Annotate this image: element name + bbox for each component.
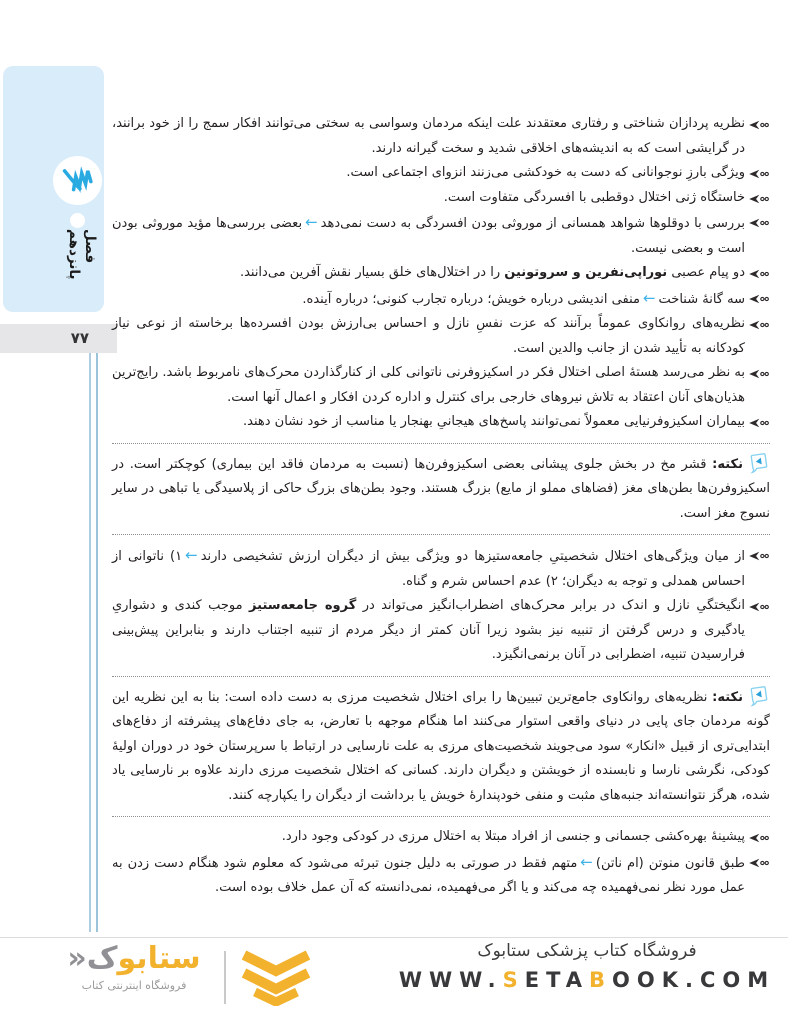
footer-website-url <box>391 968 783 992</box>
bullet-item <box>112 410 770 435</box>
bullet-arrow-icon <box>748 218 769 228</box>
body-text: از میان ویژگی‌های اختلال شخصیتیِ جامعه‌ستیزها دو ویژگی بیش از دیگران ارزش تشخیصی دارند <box>200 549 745 564</box>
body-text: سه گانهٔ شناخت <box>658 291 745 307</box>
bullet-item <box>112 210 770 261</box>
sidebar-dot <box>70 213 85 228</box>
setabook-emblem-icon <box>238 948 312 1010</box>
body-text: ۱) ناتوانی از احساس همدلی و توجه به دیگران؛ ۲) عدم احساس شرم و گناه. <box>112 549 745 589</box>
note-block <box>112 452 770 527</box>
page-number: ۷۷ <box>70 329 89 347</box>
bullet-item <box>112 825 770 850</box>
logo-tagline: فروشگاه اینترنتی کتاب <box>81 979 187 992</box>
dotted-separator <box>112 534 770 535</box>
logo-wordmark <box>50 942 218 976</box>
dotted-separator <box>112 443 770 444</box>
bullet-item <box>112 112 770 161</box>
bullet-item <box>112 543 770 594</box>
body-text: را در اختلال‌های خلق بسیار نقش آفرین می‌دانند. <box>239 265 505 280</box>
body-text: منفی اندیشی درباره خویش؛ درباره تجارب کنونی؛ درباره آینده. <box>302 291 640 307</box>
sana-brand-icon <box>59 162 97 200</box>
bullet-item <box>112 312 770 361</box>
vertical-rule <box>89 353 98 932</box>
body-text: بعضی بررسی‌ها مؤید موروثی بودن است و بعضی نیست. <box>112 216 745 256</box>
note-icon <box>748 452 770 474</box>
bullet-item <box>112 161 770 186</box>
bullet-arrow-icon <box>748 294 769 304</box>
bullet-arrow-icon <box>748 120 769 130</box>
dotted-separator <box>112 816 770 817</box>
wordmark-gray-part: ک« <box>67 941 118 976</box>
wordmark-gold-part: ستابو <box>117 941 201 976</box>
body-text: دو پیام عصبی <box>667 265 745 280</box>
chapter-label: فصل پانزدهم <box>66 229 98 280</box>
chapter-sidebar <box>3 66 104 312</box>
bullet-list <box>112 112 770 435</box>
footer-right-block <box>391 941 783 992</box>
emphasized-text: گروه جامعه‌ستیز <box>249 598 357 613</box>
body-text: بررسی با دوقلوها شواهد همسانی از موروثی بودن افسردگی به دست نمی‌دهد <box>320 216 745 231</box>
note-label: نکته: <box>712 689 743 705</box>
body-text: نظریه‌های روانکاوی جامع‌ترین تبیین‌ها را برای اختلال شخصیت مرزی به دست داده است: بنا به این نظریه این گونه مردمان جای پایی در دنیای واقعی استوار می‌کنند اما هنگام موجهه با تعارض، به جای دفاع‌های پیشرفته از دفاع‌های ابتدایی‌تری از قبیل «انکار» سود می‌جویند شخصیت‌های مرزی به علت نارسایی در ارتباط با سرپرستان خود در دوران اولیهٔ کودکی، نگرشی نارسا و نابسنده از خویشتن و دیگران دارند. کسانی که اختلال شخصیت مرزی دارند علاوه بر نارسایی یاد شده، هرگز نتوانسته‌اند جنبه‌های مثبت و منفی خودپندارهٔ خویش یا برداشت از دیگران را یکپارچه کنند. <box>112 689 770 803</box>
url-segment: OOK.COM <box>612 968 776 992</box>
brand-logo-circle <box>53 156 102 205</box>
body-text: متهم فقط در صورتی به دلیل جنون تبرئه می‌شود که معلوم شود هنگام دست زدن به عمل مورد نظر نمی‌فهمیده چه می‌کند و یا اگر می‌فهمیده، نمی‌دانسته که آن عمل خلاف بوده است. <box>112 855 745 895</box>
inline-arrow-icon: ← <box>580 852 593 871</box>
page-number-badge <box>0 324 117 353</box>
body-text: طبق قانون منوتن (ام ناتن) <box>595 855 745 871</box>
url-segment: WWW. <box>398 968 503 992</box>
bullet-arrow-icon <box>748 169 769 179</box>
setabook-logo <box>50 942 218 992</box>
bullet-arrow-icon <box>748 833 769 843</box>
bullet-arrow-icon <box>748 602 769 612</box>
bullet-arrow-icon <box>748 858 769 868</box>
url-segment: ETA <box>524 968 590 992</box>
body-text: موجب کندی و دشواریِ یادگیری و درس گرفتن از تنبیه نیز بشود زیرا آنان کمتر از دیگر مردم از تنبیه اجتناب دارند و بنابراین پیش‌بینی فرارسیدن تنبیه، اضطرابی در آنان برنمی‌انگیزد. <box>112 598 745 662</box>
bullet-item <box>112 361 770 410</box>
note-icon <box>748 685 770 707</box>
bullet-item <box>112 261 770 286</box>
bullet-arrow-icon <box>748 551 769 561</box>
body-text: بیماران اسکیزوفرنیایی معمولاً نمی‌توانند پاسخ‌های هیجانیِ بهنجار یا مناسب از خود نشان دهند. <box>243 414 745 429</box>
logo-divider <box>224 951 226 1004</box>
bullet-arrow-icon <box>748 369 769 379</box>
inline-arrow-icon: ← <box>305 213 318 231</box>
note-label: نکته: <box>712 456 743 472</box>
body-text: انگیختگیِ نازل و اندک در برابر محرک‌های اضطراب‌انگیز می‌تواند در <box>356 598 745 613</box>
body-text: نظریه‌های روانکاوی عموماً برآنند که عزت نفسِ نازل و احساس بی‌ارزش بودن افسرده‌ها برخاسته از نوعی نیاز کودکانه به تأیید شدن از جانب والدین است. <box>112 316 745 356</box>
bullet-item <box>112 286 770 313</box>
url-segment: S <box>502 968 525 992</box>
body-text: قشر مخ در بخش جلوی پیشانی بعضی اسکیزوفرن‌ها (نسبت به مردمان فاقد این بیماری) کوچکتر است. در اسکیزوفرن‌ها بطن‌های مغز (فضاهای مملو از مایع) بزرگ هستند. وجود بطن‌های بزرگ حاکی از پلاسیدگی یا تباهی در سایر نسوج مغز است. <box>112 456 770 521</box>
bullet-arrow-icon <box>748 418 769 428</box>
study-notes-content <box>112 112 770 901</box>
dotted-separator <box>112 676 770 677</box>
url-segment: B <box>589 968 613 992</box>
note-block <box>112 685 770 809</box>
inline-arrow-icon: ← <box>185 546 198 564</box>
body-text: نظریه پردازان شناختی و رفتاری معتقدند علت اینکه مردمان وسواسی به سختی می‌توانند افکار سمج را از خود برانند، در گرایشی است که به اندیشه‌های اخلاقی شدید و سخت گیرانه دارند. <box>112 116 745 156</box>
bullet-list <box>112 543 770 668</box>
bullet-arrow-icon <box>748 269 769 279</box>
body-text: ویژگی بارزِ نوجوانانی که دست به خودکشی می‌زنند انزوای اجتماعی است. <box>346 165 745 180</box>
bullet-list <box>112 825 770 901</box>
bullet-item <box>112 594 770 668</box>
inline-arrow-icon: ← <box>642 288 656 307</box>
bullet-arrow-icon <box>748 194 769 204</box>
body-text: پیشینهٔ بهره‌کشی جسمانی و جنسی از افراد مبتلا به اختلال مرزی در کودکی وجود دارد. <box>281 829 745 844</box>
body-text: خاستگاه ژنی اختلال دوقطبی با افسردگی متفاوت است. <box>443 189 745 205</box>
bullet-item <box>112 850 770 901</box>
footer-divider-line <box>0 937 788 938</box>
emphasized-text: نوراپی‌نفرین و سروتونین <box>504 265 668 280</box>
body-text: به نظر می‌رسد هستهٔ اصلی اختلال فکر در اسکیزوفرنی ناتوانی کلی از کنارگذاردن محرک‌های نامربوط باشد. رایج‌ترین هذیان‌های آنان اعتقاد به تلاش نیروهای خارجی برای کنترل و اداره کردن افکار و اعمال آنها است. <box>112 365 745 405</box>
footer-store-title: فروشگاه کتاب پزشکی ستابوک <box>477 941 697 961</box>
bullet-arrow-icon <box>748 320 769 330</box>
bullet-item <box>112 186 770 211</box>
